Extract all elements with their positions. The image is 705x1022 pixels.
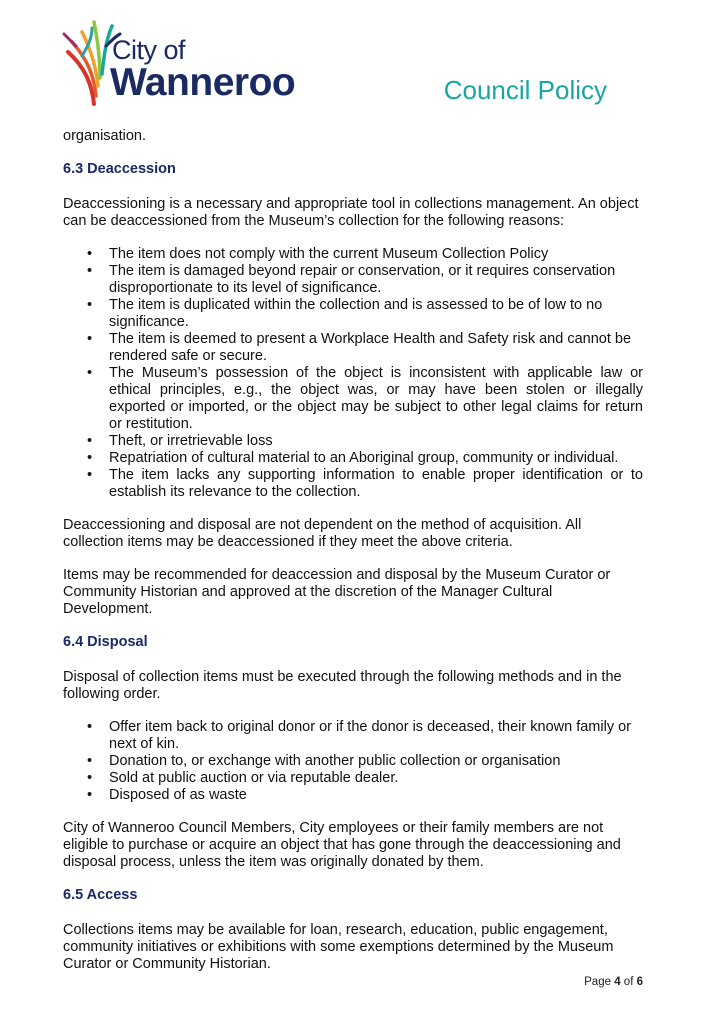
- bullet-list-deaccession-reasons: [63, 246, 643, 501]
- paragraph: Deaccessioning and disposal are not dependent on the method of acquisition. All collection items may be deaccessioned if they meet the above criteria.: [63, 517, 582, 550]
- list-item: • The item is deemed to present a Workplace Health and Safety risk and cannot be rendered safe or secure.: [109, 331, 643, 365]
- continued-text: organisation.: [63, 128, 147, 144]
- page-label: Page: [584, 976, 611, 988]
- paragraph: Disposal of collection items must be executed through the following methods and in the following order.: [63, 669, 622, 702]
- list-item: • The item lacks any supporting information to enable proper identification or to establish its relevance to the collection.: [109, 467, 643, 501]
- bullet-list-disposal-methods: [63, 719, 643, 804]
- section-heading-6-3: 6.3 Deaccession: [63, 161, 176, 177]
- page-total: 6: [636, 976, 643, 988]
- list-item: • The item is duplicated within the collection and is assessed to be of low to no significance.: [109, 297, 643, 331]
- list-item: • The Museum’s possession of the object is inconsistent with applicable law or ethical principles, e.g., the object was, or may have been stolen or illegally exported or imported, or the object may be subject to other legal claims for return or restitution.: [109, 365, 643, 433]
- list-item: • Donation to, or exchange with another public collection or organisation: [109, 753, 643, 770]
- document-type-title: Council Policy: [443, 75, 607, 105]
- logo-text-wanneroo: Wanneroo: [110, 61, 296, 104]
- paragraph: City of Wanneroo Council Members, City employees or their family members are not eligible to purchase or acquire an object that has gone through the deaccessioning and disposal process, unless the item was originally donated by them.: [63, 820, 621, 870]
- page-current: 4: [614, 976, 621, 988]
- paragraph: Deaccessioning is a necessary and appropriate tool in collections management. An object can be deaccessioned from the Museum’s collection for the following reasons:: [63, 196, 639, 229]
- logo-text-city-of: City of: [112, 35, 186, 65]
- of-label: of: [623, 976, 634, 988]
- document-body: [63, 128, 643, 989]
- list-item: • The item does not comply with the current Museum Collection Policy: [109, 246, 643, 263]
- section-heading-6-5: 6.5 Access: [63, 887, 138, 903]
- list-item: • Repatriation of cultural material to an Aboriginal group, community or individual.: [109, 450, 643, 467]
- city-of-wanneroo-logo: [62, 16, 302, 108]
- list-item: • The item is damaged beyond repair or conservation, or it requires conservation disproportionate to its level of significance.: [109, 263, 643, 297]
- list-item: • Theft, or irretrievable loss: [109, 433, 643, 450]
- list-item: • Offer item back to original donor or if the donor is deceased, their known family or next of kin.: [109, 719, 643, 753]
- paragraph: Items may be recommended for deaccession and disposal by the Museum Curator or Community Historian and approved at the discretion of the Manager Cultural Development.: [63, 567, 611, 617]
- list-item: • Sold at public auction or via reputable dealer.: [109, 770, 643, 787]
- list-item: • Disposed of as waste: [109, 787, 643, 804]
- page-number: [584, 976, 643, 988]
- paragraph: Collections items may be available for loan, research, education, public engagement, community initiatives or exhibitions with some exemptions determined by the Museum Curator or Community Historian.: [63, 922, 614, 972]
- section-heading-6-4: 6.4 Disposal: [63, 634, 148, 650]
